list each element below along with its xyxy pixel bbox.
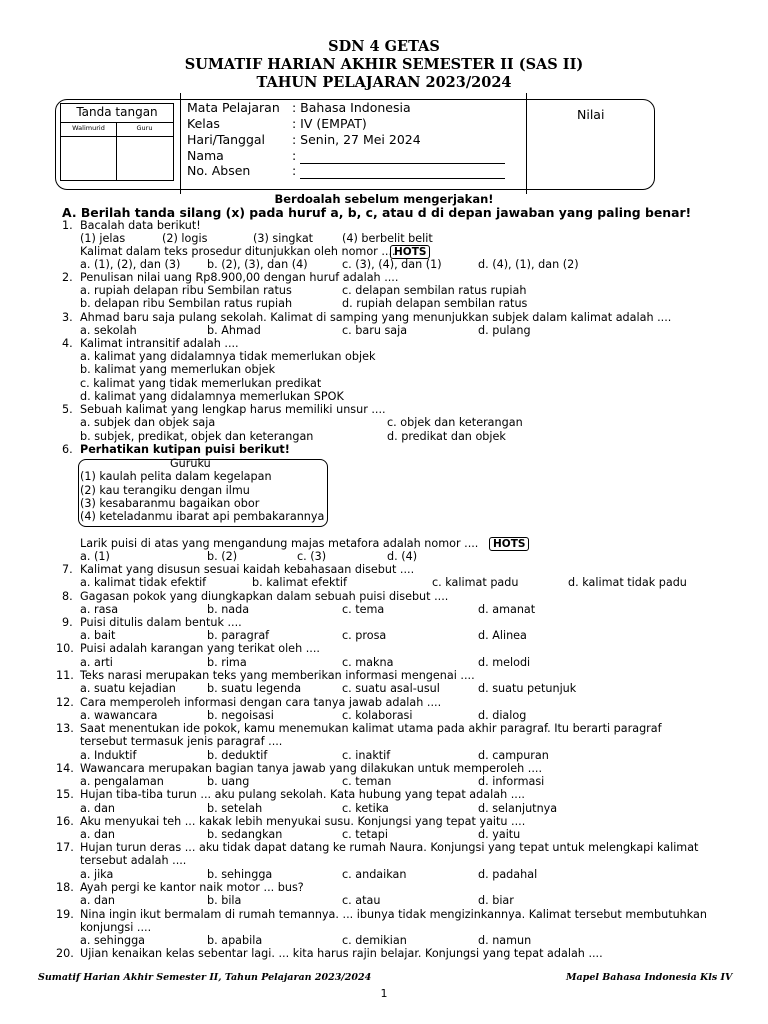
field-label: Hari/Tanggal (187, 132, 266, 147)
option-b[interactable]: b. uang (207, 775, 250, 788)
option-c[interactable]: c. kalimat yang tidak memerlukan predikat (80, 377, 322, 390)
data-item: (1) jelas (80, 232, 126, 245)
option-c[interactable]: c. kolaborasi (342, 709, 413, 722)
question-stem: Sebuah kalimat yang lengkap harus memiliki unsur .... (80, 403, 386, 416)
question-number: 4. (62, 337, 73, 350)
option-d[interactable]: d. campuran (478, 749, 549, 762)
poem-line: (3) kesabaranmu bagaikan obor (80, 497, 260, 510)
option-d[interactable]: d. (4) (387, 550, 418, 563)
question-number: 18. (56, 881, 74, 894)
option-a[interactable]: a. rupiah delapan ribu Sembilan ratus (80, 284, 292, 297)
poem-line: (1) kaulah pelita dalam kegelapan (80, 470, 272, 483)
option-d[interactable]: d. Alinea (478, 629, 527, 642)
option-b[interactable]: b. suatu legenda (207, 682, 302, 695)
question-stem: Teks narasi merupakan teks yang memberikan informasi mengenai .... (80, 669, 475, 682)
section-a-instruction: A. Berilah tanda silang (x) pada huruf a, b, c, atau d di depan jawaban yang paling benar! (62, 205, 692, 220)
question-stem: Bacalah data berikut! (80, 219, 201, 232)
option-b[interactable]: b. subjek, predikat, objek dan keterangan (80, 430, 314, 443)
option-c[interactable]: c. inaktif (342, 749, 391, 762)
question-number: 17. (56, 841, 74, 854)
field-label: Kelas (187, 116, 220, 131)
option-a[interactable]: a. (1) (80, 550, 110, 563)
option-b[interactable]: b. setelah (207, 802, 263, 815)
option-d[interactable]: d. kalimat tidak padu (568, 576, 687, 589)
option-a[interactable]: a. kalimat yang didalamnya tidak memerlukan objek (80, 350, 376, 363)
question-prompt: Kalimat dalam teks prosedur ditunjukkan oleh nomor .... (80, 245, 396, 258)
option-d[interactable]: d. pulang (478, 324, 531, 337)
option-d[interactable]: d. padahal (478, 868, 538, 881)
option-b[interactable]: b. (2) (207, 550, 238, 563)
option-a[interactable]: a. bait (80, 629, 116, 642)
option-b[interactable]: b. (2), (3), dan (4) (207, 258, 308, 271)
option-c[interactable]: c. tema (342, 603, 385, 616)
option-a[interactable]: a. sekolah (80, 324, 137, 337)
footer-left: Sumatif Harian Akhir Semester II, Tahun Pelajaran 2023/2024 (38, 972, 372, 983)
question-stem: Hujan turun deras ... aku tidak dapat datang ke rumah Naura. Konjungsi yang tepat untuk melengkapi kalimat (80, 841, 699, 854)
option-d[interactable]: d. (4), (1), dan (2) (478, 258, 579, 271)
option-d[interactable]: d. predikat dan objek (387, 430, 506, 443)
question-prompt: Larik puisi di atas yang mengandung majas metafora adalah nomor .... (80, 537, 479, 550)
question-number: 12. (56, 696, 74, 709)
option-b[interactable]: b. apabila (207, 934, 263, 947)
option-a[interactable]: a. (1), (2), dan (3) (80, 258, 181, 271)
option-c[interactable]: c. baru saja (342, 324, 408, 337)
question-stem: Penulisan nilai uang Rp8.900,00 dengan huruf adalah .... (80, 271, 399, 284)
field-label: No. Absen (187, 163, 251, 178)
absence-number-field[interactable]: : (292, 163, 505, 179)
signature-divider (116, 122, 117, 181)
question-number: 16. (56, 815, 74, 828)
question-stem: Puisi ditulis dalam bentuk .... (80, 616, 242, 629)
option-a[interactable]: a. wawancara (80, 709, 158, 722)
question-number: 2. (62, 271, 73, 284)
option-d[interactable]: d. biar (478, 894, 514, 907)
option-b[interactable]: b. nada (207, 603, 250, 616)
page-number: 1 (380, 987, 388, 1000)
info-divider (526, 93, 527, 194)
signature-col-guru: Guru (136, 124, 153, 132)
option-d[interactable]: d. namun (478, 934, 532, 947)
year-title: TAHUN PELAJARAN 2023/2024 (256, 74, 512, 91)
question-number: 19. (56, 908, 74, 921)
question-stem: Kalimat yang disusun sesuai kaidah kebahasaan disebut .... (80, 563, 415, 576)
data-item: (2) logis (162, 232, 208, 245)
question-stem: Kalimat intransitif adalah .... (80, 337, 239, 350)
option-d[interactable]: d. rupiah delapan sembilan ratus (342, 297, 528, 310)
question-number: 9. (62, 616, 73, 629)
option-b[interactable]: b. Ahmad (207, 324, 261, 337)
option-c[interactable]: c. objek dan keterangan (387, 416, 523, 429)
option-a[interactable]: a. suatu kejadian (80, 682, 176, 695)
option-c[interactable]: c. prosa (342, 629, 387, 642)
hots-badge: HOTS (489, 537, 529, 551)
option-c[interactable]: c. tetapi (342, 828, 388, 841)
name-field[interactable]: : (292, 148, 505, 164)
option-c[interactable]: c. ketika (342, 802, 389, 815)
question-number: 20. (56, 947, 74, 960)
hots-badge: HOTS (390, 245, 430, 259)
option-d[interactable]: d. selanjutnya (478, 802, 558, 815)
question-stem: Wawancara merupakan bagian tanya jawab yang dilakukan untuk memperoleh .... (80, 762, 543, 775)
question-stem: Hujan tiba-tiba turun ... aku pulang sekolah. Kata hubung yang tepat adalah .... (80, 788, 525, 801)
option-d[interactable]: d. informasi (478, 775, 545, 788)
field-value-subject: : Bahasa Indonesia (292, 100, 411, 115)
question-stem-cont: konjungsi .... (80, 921, 152, 934)
option-a[interactable]: a. dan (80, 802, 116, 815)
question-number: 10. (56, 642, 74, 655)
option-d[interactable]: d. suatu petunjuk (478, 682, 577, 695)
option-d[interactable]: d. melodi (478, 656, 531, 669)
option-c[interactable]: c. teman (342, 775, 392, 788)
option-c[interactable]: c. andaikan (342, 868, 407, 881)
option-b[interactable]: b. bila (207, 894, 242, 907)
field-value-class: : IV (EMPAT) (292, 116, 367, 131)
question-stem: Ahmad baru saja pulang sekolah. Kalimat di samping yang menunjukkan subjek dalam kalimat adalah .... (80, 311, 672, 324)
school-title: SDN 4 GETAS (328, 38, 440, 55)
question-stem: Puisi adalah karangan yang terikat oleh .... (80, 642, 320, 655)
signature-header-row (61, 122, 173, 137)
field-value-date: : Senin, 27 Mei 2024 (292, 132, 421, 147)
question-stem: Ujian kenaikan kelas sebentar lagi. ... kita harus rajin belajar. Konjungsi yang tepat adalah .... (80, 947, 603, 960)
question-number: 1. (62, 219, 73, 232)
poem-title: Guruku (170, 457, 211, 470)
poem-line: (4) keteladanmu ibarat api pembakarannya (80, 510, 325, 523)
option-d[interactable]: d. kalimat yang didalamnya memerlukan SPOK (80, 390, 344, 403)
field-label: Nama (187, 148, 224, 163)
option-c[interactable]: c. atau (342, 894, 381, 907)
question-stem: Aku menyukai teh ... kakak lebih menyukai susu. Konjungsi yang tepat yaitu .... (80, 815, 526, 828)
question-number: 6. (62, 443, 73, 456)
option-d[interactable]: d. yaitu (478, 828, 521, 841)
prayer-instruction: Berdoalah sebelum mengerjakan! (274, 192, 494, 206)
footer-right: Mapel Bahasa Indonesia Kls IV (566, 972, 733, 983)
signature-title: Tanda tangan (76, 105, 158, 119)
option-c[interactable]: c. delapan sembilan ratus rupiah (342, 284, 527, 297)
option-b[interactable]: b. kalimat yang memerlukan objek (80, 363, 276, 376)
option-a[interactable]: a. arti (80, 656, 113, 669)
option-a[interactable]: a. subjek dan objek saja (80, 416, 216, 429)
option-c[interactable]: c. (3), (4), dan (1) (342, 258, 442, 271)
option-a[interactable]: a. kalimat tidak efektif (80, 576, 207, 589)
signature-col-walimurid: Walimurid (72, 124, 105, 132)
question-stem: Ayah pergi ke kantor naik motor ... bus? (80, 881, 304, 894)
question-stem: Nina ingin ikut bermalam di rumah temannya. ... ibunya tidak mengizinkannya. Kalimat tersebut membutuhkan (80, 908, 708, 921)
option-b[interactable]: b. deduktif (207, 749, 268, 762)
option-a[interactable]: a. pengalaman (80, 775, 164, 788)
option-c[interactable]: c. (3) (297, 550, 327, 563)
info-divider (180, 93, 181, 194)
score-label: Nilai (577, 107, 605, 122)
option-a[interactable]: a. Induktif (80, 749, 137, 762)
option-d[interactable]: d. dialog (478, 709, 527, 722)
exam-title: SUMATIF HARIAN AKHIR SEMESTER II (SAS II) (184, 56, 584, 73)
option-b[interactable]: b. sehingga (207, 868, 273, 881)
question-stem: Cara memperoleh informasi dengan cara tanya jawab adalah .... (80, 696, 442, 709)
option-b[interactable]: b. delapan ribu Sembilan ratus rupiah (80, 297, 293, 310)
question-number: 11. (56, 669, 74, 682)
question-number: 8. (62, 590, 73, 603)
option-b[interactable]: b. rima (207, 656, 247, 669)
option-b[interactable]: b. kalimat efektif (252, 576, 347, 589)
question-stem: Saat menentukan ide pokok, kamu menemukan kalimat utama pada akhir paragraf. Itu berarti paragraf (80, 722, 662, 735)
question-stem: Perhatikan kutipan puisi berikut! (80, 443, 290, 456)
option-a[interactable]: a. sehingga (80, 934, 146, 947)
question-stem-cont: tersebut termasuk jenis paragraf .... (80, 735, 283, 748)
option-b[interactable]: b. negoisasi (207, 709, 274, 722)
option-b[interactable]: b. sedangkan (207, 828, 283, 841)
option-c[interactable]: c. kalimat padu (432, 576, 519, 589)
option-a[interactable]: a. dan (80, 828, 116, 841)
question-number: 7. (62, 563, 73, 576)
option-c[interactable]: c. makna (342, 656, 394, 669)
question-stem: Gagasan pokok yang diungkapkan dalam sebuah puisi disebut .... (80, 590, 449, 603)
signature-box (60, 103, 174, 181)
option-c[interactable]: c. demikian (342, 934, 407, 947)
field-label: Mata Pelajaran (187, 100, 280, 115)
option-b[interactable]: b. paragraf (207, 629, 270, 642)
data-item: (4) berbelit belit (342, 232, 433, 245)
question-number: 13. (56, 722, 74, 735)
option-c[interactable]: c. suatu asal-usul (342, 682, 440, 695)
poem-line: (2) kau terangiku dengan ilmu (80, 484, 250, 497)
question-number: 5. (62, 403, 73, 416)
question-number: 14. (56, 762, 74, 775)
question-number: 15. (56, 788, 74, 801)
option-a[interactable]: a. jika (80, 868, 114, 881)
option-a[interactable]: a. rasa (80, 603, 119, 616)
question-stem-cont: tersebut adalah .... (80, 854, 187, 867)
option-a[interactable]: a. dan (80, 894, 116, 907)
question-number: 3. (62, 311, 73, 324)
data-item: (3) singkat (253, 232, 314, 245)
option-d[interactable]: d. amanat (478, 603, 536, 616)
